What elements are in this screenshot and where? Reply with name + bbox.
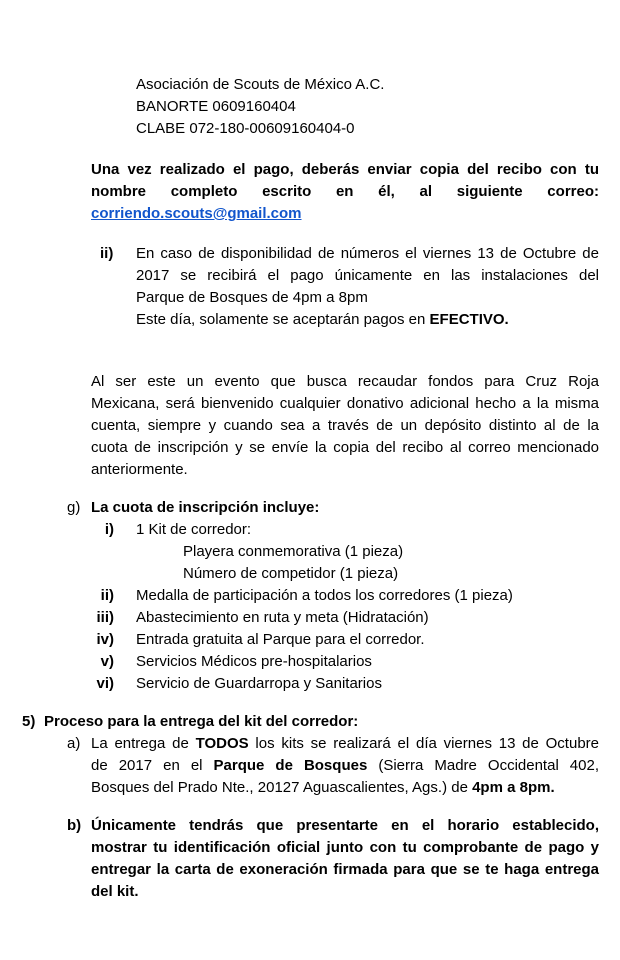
subsection-b-marker: b) [67,817,82,834]
list-marker: i) [104,521,114,538]
donation-line: Al ser este un evento que busca recaudar fondos para Cruz Roja [91,373,599,390]
section-5-marker: 5) [22,713,36,730]
subsection-b-line: Únicamente tendrás que presentarte en el horario establecido, [91,817,599,834]
list-marker: vi) [96,675,114,692]
section-g-marker: g) [67,499,81,516]
subsection-a-line [91,755,599,777]
list-marker: iii) [96,609,114,626]
donation-line: anteriormente. [91,461,188,478]
list-item: Servicio de Guardarropa y Sanitarios [136,675,382,692]
subsection-b-line: mostrar tu identificación oficial junto con tu comprobante de pago y [91,839,599,856]
text-run: los kits se realizará el día viernes 13 de Octubre [248,735,599,752]
list-item: Medalla de participación a todos los corredores (1 pieza) [136,587,513,604]
item-marker: ii) [100,245,114,262]
text-run: La entrega de [91,735,196,752]
item-ii-line: En caso de disponibilidad de números el viernes 13 de Octubre de [136,245,599,262]
item-ii-line [136,309,509,331]
subsection-a-line [91,777,555,799]
item-ii-text: Este día, solamente se aceptarán pagos en [136,311,430,328]
bank-clabe: CLABE 072-180-00609160404-0 [136,120,355,137]
venue-emphasis: Parque de Bosques [213,757,368,774]
list-item: 1 Kit de corredor: [136,521,252,538]
list-marker: v) [100,653,114,670]
payment-notice-line: nombre completo escrito en él, al siguiente correo: [91,183,599,200]
kit-subitem: Número de competidor (1 pieza) [183,565,399,582]
payment-notice-line: Una vez realizado el pago, deberás enviar copia del recibo con tu [91,161,599,178]
list-item: Servicios Médicos pre-hospitalarios [136,653,372,670]
donation-line: cuota de inscripción y se envíe la copia del recibo al correo mencionado [91,439,599,456]
section-5-title: Proceso para la entrega del kit del corredor: [44,713,359,730]
donation-line: Mexicana, será bienvenido cualquier donativo adicional hecho a la misma [91,395,599,412]
bank-account: BANORTE 0609160404 [136,98,296,115]
list-marker: ii) [100,587,114,604]
text-run: (Sierra Madre Occidental 402, [367,757,599,774]
donation-line: cuenta, siempre y cuando sea a través de un depósito distinto al de la [91,417,599,434]
subsection-b-line: del kit. [91,883,139,900]
list-item: Abastecimiento en ruta y meta (Hidratación) [136,609,429,626]
list-marker: iv) [96,631,114,648]
kit-subitem: Playera conmemorativa (1 pieza) [183,543,404,560]
subsection-b-line: entregar la carta de exoneración firmada para que se te haga entrega [91,861,599,878]
subsection-a-marker: a) [67,735,81,752]
item-ii-line: Parque de Bosques de 4pm a 8pm [136,289,368,306]
subsection-a-line [91,733,599,755]
todos-emphasis: TODOS [195,735,249,752]
text-run: de 2017 en el [91,757,214,774]
bank-name: Asociación de Scouts de México A.C. [136,76,385,93]
time-emphasis: 4pm a 8pm. [472,779,555,796]
text-run: Bosques del Prado Nte., 20127 Aguascalientes, Ags.) de [91,779,473,796]
section-g-title: La cuota de inscripción incluye: [91,499,320,516]
list-item: Entrada gratuita al Parque para el corredor. [136,631,425,648]
email-link[interactable]: corriendo.scouts@gmail.com [91,205,302,222]
cash-emphasis: EFECTIVO. [429,311,509,328]
item-ii-line: 2017 se recibirá el pago únicamente en las instalaciones del [136,267,599,284]
